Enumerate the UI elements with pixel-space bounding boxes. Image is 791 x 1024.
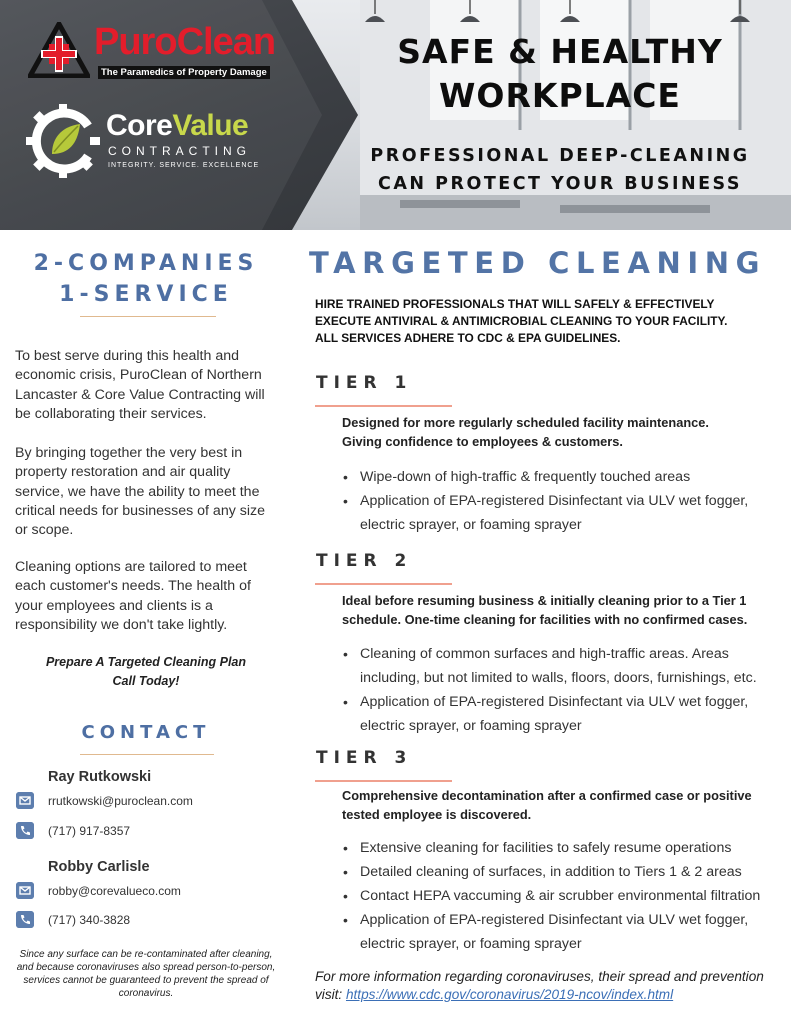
- corevalue-logo: [26, 104, 296, 184]
- tier-2-divider: [315, 583, 452, 585]
- corevalue-wordmark: CoreValue: [106, 109, 249, 142]
- puroclean-logo: [28, 18, 278, 80]
- phone-icon: [16, 822, 34, 839]
- page-subtitle-line-1: PROFESSIONAL DEEP-CLEANING: [370, 146, 750, 166]
- corevalue-subtitle: CONTRACTING: [108, 144, 251, 158]
- more-info: [315, 968, 785, 1004]
- phone-icon: [16, 911, 34, 928]
- tier-1-list: [342, 465, 782, 537]
- page-title-line-1: SAFE & HEALTHY: [397, 32, 723, 71]
- tier-3-description: Comprehensive decontamination after a confirmed case or positive tested employee is discovered.: [342, 788, 752, 822]
- contact-heading: CONTACT: [81, 722, 211, 743]
- list-item: • Application of EPA-registered Disinfectant via ULV wet fogger, electric sprayer, or foaming sprayer: [343, 694, 749, 734]
- contact-email-row[interactable]: [16, 791, 286, 811]
- puroclean-triangle-icon: [28, 22, 90, 78]
- contact-phone[interactable]: (717) 917-8357: [48, 824, 131, 838]
- tier-1-divider: [315, 405, 452, 407]
- call-to-action: Prepare A Targeted Cleaning Plan Call Today!: [45, 655, 247, 688]
- tier-1-label: TIER 1: [316, 373, 413, 393]
- more-info-text: For more information regarding coronaviruses, their spread and prevention visit:: [315, 969, 764, 1002]
- contact-phone-row[interactable]: [16, 910, 286, 930]
- tier-2-list: [342, 642, 782, 738]
- companies-heading: 2-COMPANIES 1-SERVICE: [33, 251, 259, 307]
- contact-name: Ray Rutkowski: [48, 769, 152, 785]
- tier-2-description: Ideal before resuming business & initially cleaning prior to a Tier 1 schedule. One-time cleaning for facilities with no confirmed cases.: [342, 593, 748, 627]
- contact-phone[interactable]: (717) 340-3828: [48, 913, 131, 927]
- left-sidebar: [0, 230, 291, 1024]
- heading-divider: [80, 316, 216, 317]
- puroclean-tagline: The Paramedics of Property Damage: [98, 66, 270, 79]
- tier-3-list: [342, 836, 782, 956]
- list-item: • Extensive cleaning for facilities to safely resume operations: [343, 840, 732, 856]
- list-item: • Wipe-down of high-traffic & frequently touched areas: [343, 469, 691, 485]
- main-content: [291, 230, 791, 1024]
- email-icon: [16, 792, 34, 809]
- disclaimer-text: Since any surface can be re-contaminated after cleaning, and because coronaviruses also spread person-to-person, services cannot be guaranteed to prevent the spread of coronavirus.: [16, 949, 276, 999]
- targeted-cleaning-heading: TARGETED CLEANING: [309, 246, 767, 280]
- page-title-line-2: WORKPLACE: [439, 76, 681, 115]
- puroclean-wordmark: PuroClean: [94, 21, 276, 63]
- corevalue-gear-leaf-icon: [26, 104, 100, 178]
- services-paragraph: By bringing together the very best in property restoration and air quality service, we have the ability to meet the critical needs for businesses of any size or scope.: [15, 445, 265, 539]
- contact-phone-row[interactable]: [16, 821, 286, 841]
- page-title: [360, 30, 760, 118]
- list-item: • Application of EPA-registered Disinfectant via ULV wet fogger, electric sprayer, or foaming sprayer: [343, 912, 749, 952]
- cdc-link[interactable]: https://www.cdc.gov/coronavirus/2019-ncov/index.html: [345, 987, 674, 1002]
- contact-email-row[interactable]: [16, 881, 286, 901]
- tier-3-label: TIER 3: [316, 748, 413, 768]
- list-item: • Detailed cleaning of surfaces, in addition to Tiers 1 & 2 areas: [343, 864, 742, 880]
- contact-email[interactable]: robby@corevalueco.com: [48, 884, 181, 898]
- header-banner: [0, 0, 791, 230]
- contact-divider: [80, 754, 214, 755]
- tier-3-divider: [315, 780, 452, 782]
- tier-2-label: TIER 2: [316, 551, 413, 571]
- list-item: • Cleaning of common surfaces and high-traffic areas. Areas including, but not limited to walls, floors, doors, furnishings, etc.: [343, 646, 757, 686]
- list-item: • Contact HEPA vaccuming & air scrubber environmental filtration: [343, 888, 761, 904]
- email-icon: [16, 882, 34, 899]
- page-subtitle-line-2: CAN PROTECT YOUR BUSINESS: [378, 174, 742, 194]
- corevalue-tagline: INTEGRITY. SERVICE. EXCELLENCE: [108, 162, 260, 169]
- contact-email[interactable]: rrutkowski@puroclean.com: [48, 794, 193, 808]
- list-item: • Application of EPA-registered Disinfectant via ULV wet fogger, electric sprayer, or foaming sprayer: [343, 493, 749, 533]
- contact-name: Robby Carlisle: [48, 859, 150, 875]
- intro-statement: HIRE TRAINED PROFESSIONALS THAT WILL SAFELY & EFFECTIVELY EXECUTE ANTIVIRAL & ANTIMICROBIAL CLEANING TO YOUR FACILITY. ALL SERVICES ADHERE TO CDC & EPA GUIDELINES.: [315, 297, 728, 345]
- options-paragraph: Cleaning options are tailored to meet each customer's needs. The health of your employees and clients is a responsibility we don't take lightly.: [15, 559, 251, 633]
- tier-1-description: Designed for more regularly scheduled facility maintenance. Giving confidence to employees & customers.: [342, 415, 709, 449]
- page-subtitle: [350, 142, 770, 198]
- intro-paragraph: To best serve during this health and economic crisis, PuroClean of Northern Lancaster & Core Value Contracting will be collaborating their services.: [15, 348, 265, 422]
